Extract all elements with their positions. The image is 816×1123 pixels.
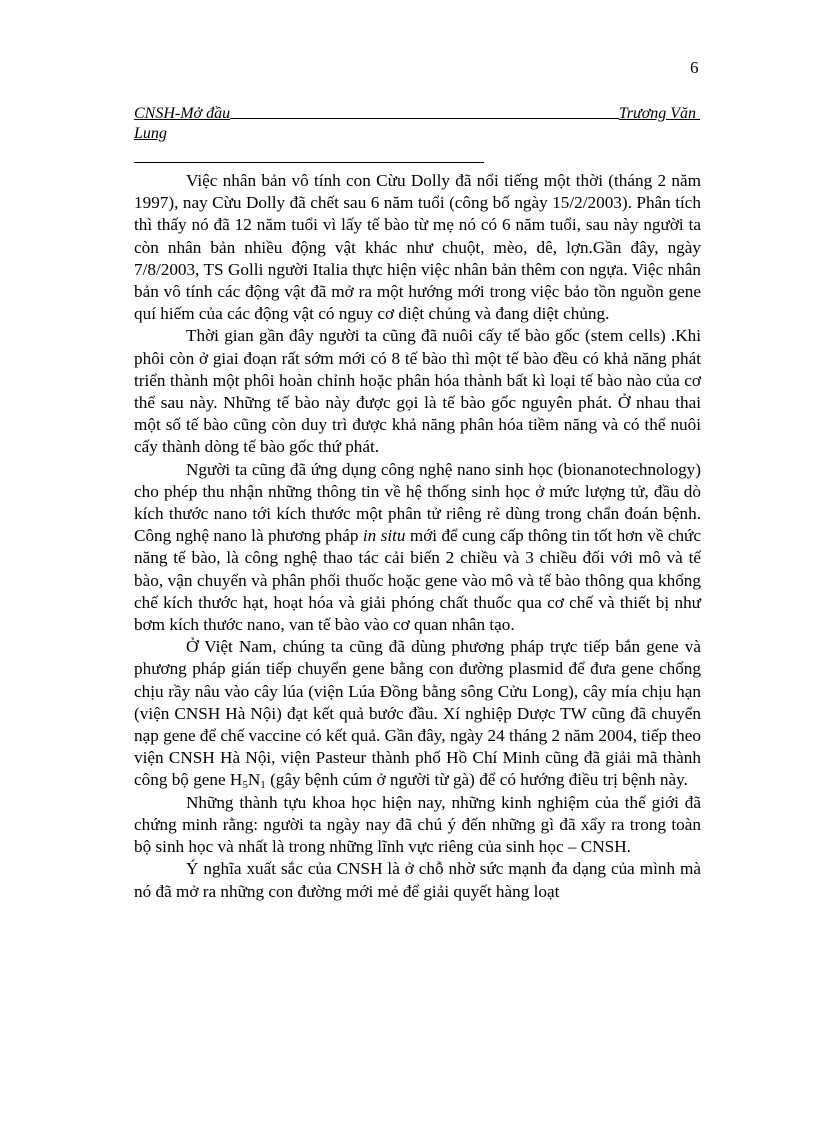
running-header <box>134 104 700 144</box>
paragraph-significance: Ý nghĩa xuất sắc của CNSH là ở chỗ nhờ sức mạnh đa dạng của mình mà nó đã mở ra những con đường mới mẻ để giải quyết hàng loạt <box>134 859 701 901</box>
paragraph-vietnam <box>134 636 701 791</box>
header-underline-tail <box>696 104 700 124</box>
header-underline-fill <box>230 104 619 119</box>
header-author-continued: Lung <box>134 125 167 142</box>
header-author: Trương Văn <box>618 105 696 122</box>
formula-subscript-1: 1 <box>260 779 266 792</box>
paragraph-achievements: Những thành tựu khoa học hiện nay, những kinh nghiệm của thế giới đã chứng minh rằng: người ta ngày nay đã chú ý đến những gì đã xẩy ra trong toàn bộ sinh học và nhất là trong những lĩnh vực riêng của sinh học – CNSH. <box>134 792 701 857</box>
paragraph-nano <box>134 459 701 637</box>
paragraph-vietnam-text-2: (gây bệnh cúm ở người từ gà) để có hướng điều trị bệnh này. <box>265 770 688 790</box>
formula-n: N <box>247 770 261 790</box>
header-chapter: CNSH-Mở đầu <box>134 105 231 122</box>
paragraph-nano-text-1: Người ta cũng đã ứng dụng công nghệ nano sinh học (bionanotechnology) cho phép thu nhận những thông tin về hệ thống sinh học ở mức lượng tử, đầu dò kích thước nano tới kích thước một phân tử riêng rẻ dùng trong chẩn đoán bệnh. Công nghệ nano là phương pháp <box>134 459 701 546</box>
paragraph-nano-text-2: mới để cung cấp thông tin tốt hơn về chức năng tế bào, là công nghệ thao tác cải biến 2 chiều và 3 chiều đối với mô và tế bào, vận chuyển và phân phối thuốc hoặc gene vào mô và tế bào thông qua khống chế kích thước hạt, hoạt hóa và giải phóng chất thuốc qua cơ chế và thiết bị như bơm kích thước nano, van tế bào vào cơ quan nhân tạo. <box>134 526 701 635</box>
header-rule <box>134 162 484 163</box>
paragraph-vietnam-text-1: Ở Việt Nam, chúng ta cũng đã dùng phương pháp trực tiếp bắn gene và phương pháp gián tiếp chuyển gene bằng con đường plasmid để đưa gene chống chịu rầy nâu vào cây lúa (viện Lúa Đồng bằng sông Cửu Long), cây mía chịu hạn (viện CNSH Hà Nội) đạt kết quả bước đầu. Xí nghiệp Dược TW cũng đã chuyển nạp gene để chế vaccine có kết quả. Gần đây, ngày 24 tháng 2 năm 2004, tiếp theo viện CNSH Hà Nội, viện Pasteur thành phố Hồ Chí Minh cũng đã giải mã thành công bộ gene H <box>134 637 701 790</box>
page-number: 6 <box>690 58 699 77</box>
body-text <box>134 170 701 903</box>
paragraph-dolly: Việc nhân bản vô tính con Cừu Dolly đã nổi tiếng một thời (tháng 2 năm 1997), nay Cừu Dolly đã chết sau 6 năm tuổi (công bố ngày 15/2/2003). Phân tích thì thấy nó đã 12 năm tuổi vì lấy tế bào từ mẹ nó có 6 năm tuổi, sau này người ta còn nhân bản nhiều động vật khác như chuột, mèo, dê, lợn.Gần đây, ngày 7/8/2003, TS Golli người Italia thực hiện việc nhân bản thêm con ngựa. Việc nhân bản vô tính các động vật đã mở ra một hướng mới trong việc bảo tồn nguồn gene quí hiếm của các động vật có nguy cơ diệt chủng và đang diệt chủng. <box>134 171 701 324</box>
in-situ-term: in situ <box>362 526 406 546</box>
formula-subscript-5: 5 <box>242 779 248 792</box>
paragraph-stem-cells: Thời gian gần đây người ta cũng đã nuôi cấy tế bào gốc (stem cells) .Khi phôi còn ở giai đoạn rất sớm mới có 8 tế bào thì một tế bào đều có khả năng phát triển thành một phôi hoàn chỉnh hoặc phân hóa thành bất kì loại tế bào nào của cơ thể sau này. Những tế bào này được gọi là tế bào gốc nguyên phát. Ở nhau thai một số tế bào cũng còn duy trì được khả năng phân hóa tiềm năng và có thể nuôi cấy thành dòng tế bào gốc thứ phát. <box>134 326 701 457</box>
